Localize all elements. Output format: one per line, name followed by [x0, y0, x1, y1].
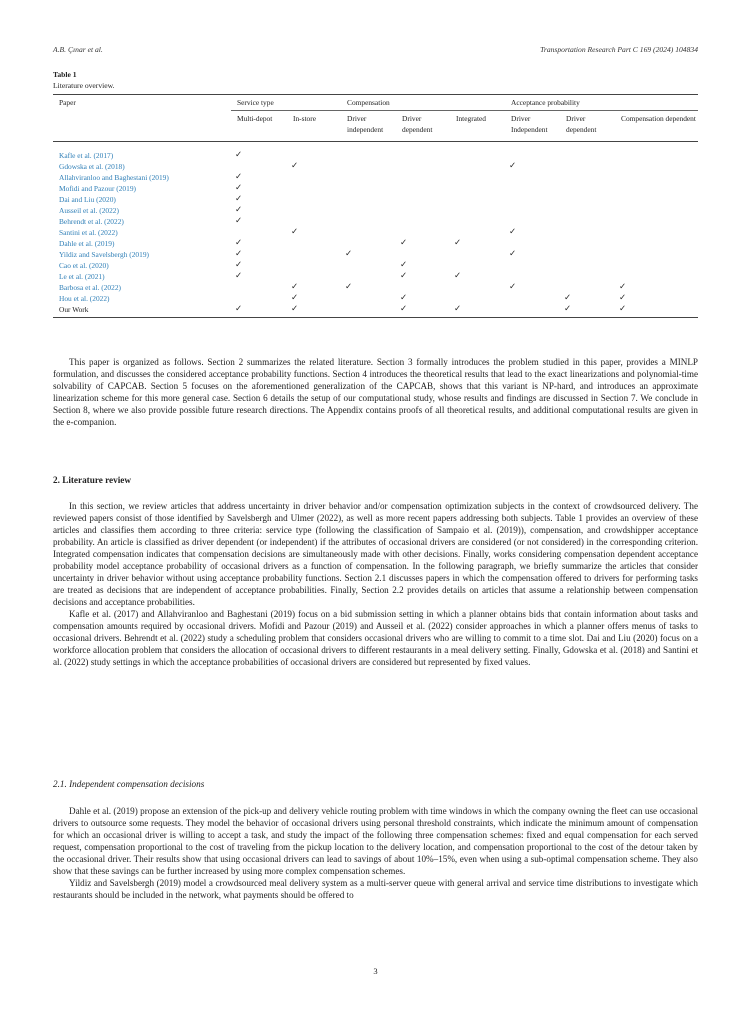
- table-caption: Literature overview.: [53, 81, 115, 90]
- check-mark-cell: ✓: [235, 216, 243, 226]
- check-mark-cell: ✓: [454, 238, 462, 248]
- empty-cell: [450, 194, 505, 205]
- check-mark-cell: ✓: [509, 161, 517, 171]
- empty-cell: [287, 205, 341, 216]
- empty-cell: [505, 205, 560, 216]
- page-number: 3: [373, 966, 378, 976]
- empty-cell: [450, 260, 505, 271]
- empty-cell: [505, 293, 560, 304]
- empty-cell: [341, 205, 396, 216]
- table-row: [53, 304, 698, 318]
- empty-cell: [560, 183, 615, 194]
- empty-cell: [560, 249, 615, 260]
- empty-cell: [231, 161, 287, 172]
- paper-cell: Barbosa et al. (2022): [59, 283, 121, 292]
- header-paper: Paper: [53, 95, 231, 111]
- empty-cell: [396, 172, 450, 183]
- empty-cell: [450, 293, 505, 304]
- empty-cell: [560, 271, 615, 282]
- empty-cell: [396, 161, 450, 172]
- check-mark-cell: ✓: [235, 238, 243, 248]
- section-2-1-body: [53, 805, 698, 901]
- table-row: [53, 238, 698, 249]
- empty-cell: [505, 216, 560, 227]
- empty-cell: [615, 238, 698, 249]
- empty-cell: [287, 194, 341, 205]
- empty-cell: [450, 183, 505, 194]
- empty-cell: [341, 304, 396, 318]
- check-mark-cell: ✓: [231, 304, 287, 318]
- empty-cell: [287, 238, 341, 249]
- check-mark-cell: ✓: [291, 227, 299, 237]
- running-header-right: Transportation Research Part C 169 (2024) 104834: [540, 45, 698, 54]
- check-mark-cell: ✓: [291, 282, 299, 292]
- empty-cell: [396, 142, 450, 162]
- check-mark-cell: ✓: [235, 172, 243, 182]
- table-row: [53, 142, 698, 162]
- paper-cell: Kafle et al. (2017): [59, 151, 114, 160]
- empty-cell: [287, 216, 341, 227]
- empty-cell: [341, 238, 396, 249]
- check-mark-cell: ✓: [509, 227, 517, 237]
- header-compensation: Compensation: [341, 95, 505, 111]
- paper-cell: Behrendt et al. (2022): [59, 217, 124, 226]
- empty-cell: [396, 194, 450, 205]
- subheader-multi-depot: Multi-depot: [231, 111, 287, 142]
- empty-cell: [615, 205, 698, 216]
- check-mark-cell: ✓: [235, 271, 243, 281]
- table-row: [53, 293, 698, 304]
- empty-cell: [287, 249, 341, 260]
- check-mark-cell: ✓: [619, 293, 627, 303]
- paper-cell: Dai and Liu (2020): [59, 195, 116, 204]
- empty-cell: [450, 282, 505, 293]
- intro-paragraph-block: [53, 356, 698, 428]
- table-row: [53, 172, 698, 183]
- empty-cell: [287, 183, 341, 194]
- empty-cell: [450, 205, 505, 216]
- empty-cell: [615, 260, 698, 271]
- empty-cell: [615, 161, 698, 172]
- empty-cell: [560, 282, 615, 293]
- empty-cell: [615, 249, 698, 260]
- empty-cell: [560, 142, 615, 162]
- empty-cell: [505, 260, 560, 271]
- empty-cell: [560, 238, 615, 249]
- check-mark-cell: ✓: [509, 249, 517, 259]
- section-2-paragraph-2: Kafle et al. (2017) and Allahviranloo and Baghestani (2019) focus on a bid submission setting in which a planner obtains bids that contain information about tasks and compensation amounts required by occasional drivers. Mofidi and Pazour (2019) and Ausseil et al. (2022) consider approaches in which a planner offers menus of tasks to occasional drivers. Behrendt et al. (2022) study a scheduling problem that considers occasional drivers who are willing to commit to a time slot. Dai and Liu (2020) focus on a workforce allocation problem that considers the allocation of occasional drivers to different restaurants in a meal delivery setting. Finally, Gdowska et al. (2018) and Santini et al. (2022) study settings in which the acceptance probabilities of occasional drivers are considered but represented by fixed values.: [53, 609, 698, 667]
- check-mark-cell: ✓: [509, 282, 517, 292]
- paper-cell: Ausseil et al. (2022): [59, 206, 119, 215]
- empty-cell: [396, 227, 450, 238]
- table-row: [53, 249, 698, 260]
- table-row: [53, 161, 698, 172]
- check-mark-cell: ✓: [291, 293, 299, 303]
- empty-cell: [341, 183, 396, 194]
- paper-cell: Dahle et al. (2019): [59, 239, 115, 248]
- check-mark-cell: ✓: [235, 260, 243, 270]
- check-mark-cell: ✓: [454, 271, 462, 281]
- intro-paragraph: This paper is organized as follows. Section 2 summarizes the related literature. Section 3 formally introduces the problem studied in this paper, provides a MINLP formulation, and discusses the considered acceptance probability functions. Section 4 introduces the theoretical results that lead to the exact linearizations and polynomial-time solvability of CAPCAB. Section 5 focuses on the aforementioned generalization of the CAPCAB, shows that this variant is NP-hard, and introduces an approximate linearization scheme for this more general case. Section 6 details the setup of our computational study, whose results and findings are discussed in Section 7. We conclude in Section 8, where we also provide possible future research directions. The Appendix contains proofs of all theoretical results, and additional computational results are given in the e-companion.: [53, 357, 698, 427]
- empty-cell: [560, 227, 615, 238]
- check-mark-cell: ✓: [235, 249, 243, 259]
- table-row: [53, 282, 698, 293]
- table-row: [53, 260, 698, 271]
- paper-cell: Gdowska et al. (2018): [59, 162, 125, 171]
- empty-cell: [396, 216, 450, 227]
- paper-cell: Santini et al. (2022): [59, 228, 118, 237]
- paper-cell: Cao et al. (2020): [59, 261, 109, 270]
- empty-cell: [287, 260, 341, 271]
- empty-cell: [341, 260, 396, 271]
- empty-cell: [450, 216, 505, 227]
- empty-cell: [615, 142, 698, 162]
- empty-cell: [615, 216, 698, 227]
- empty-cell: [341, 172, 396, 183]
- check-mark-cell: ✓: [291, 161, 299, 171]
- empty-cell: [450, 172, 505, 183]
- table-row: [53, 216, 698, 227]
- paper-cell: Our Work: [53, 304, 231, 318]
- check-mark-cell: ✓: [345, 249, 353, 259]
- check-mark-cell: ✓: [235, 150, 243, 160]
- empty-cell: [341, 271, 396, 282]
- subheader-acc-driver-independent: Driver Independent: [505, 111, 560, 142]
- empty-cell: [560, 161, 615, 172]
- check-mark-cell: ✓: [400, 238, 408, 248]
- empty-cell: [396, 183, 450, 194]
- empty-cell: [396, 249, 450, 260]
- empty-cell: [615, 271, 698, 282]
- empty-cell: [396, 282, 450, 293]
- section-2-heading: 2. Literature review: [53, 475, 131, 485]
- check-mark-cell: ✓: [235, 205, 243, 215]
- empty-cell: [615, 194, 698, 205]
- empty-cell: [231, 282, 287, 293]
- empty-cell: [287, 172, 341, 183]
- paper-cell: Le et al. (2021): [59, 272, 105, 281]
- subheader-driver-independent: Driver independent: [341, 111, 396, 142]
- empty-cell: [505, 238, 560, 249]
- subheader-integrated: Integrated: [450, 111, 505, 142]
- section-2-paragraph-1: In this section, we review articles that address uncertainty in driver behavior and/or compensation optimization subjects in the context of crowdsourced delivery. The reviewed papers consist of those identified by Savelsbergh and Ulmer (2022), as well as more recent papers addressing both subjects. Table 1 provides an overview of these articles and classifies them according to three criteria: service type (following the classification of Sampaio et al. (2019)), compensation, and crowdshipper acceptance probability. An article is classified as driver dependent (or independent) if the attributes of occasional drivers are considered (or not considered) in the corresponding criterion. Integrated compensation indicates that compensation decisions are simultaneously made with other decisions. Finally, works considering compensation dependent acceptance probability model acceptance probability of occasional drivers as a function of compensation. In the following paragraph, we briefly summarize the articles that consider uncertainty in driver behavior without using acceptance probability functions. Section 2.1 discusses papers in which the compensation offered to drivers for performing tasks are treated as decisions that are independent of acceptance probabilities. Finally, Section 2.2 provides details on articles that assume a relationship between compensation decisions and acceptance probabilities.: [53, 501, 698, 607]
- table-row: [53, 205, 698, 216]
- check-mark-cell: ✓: [450, 304, 505, 318]
- empty-cell: [505, 271, 560, 282]
- table-row: [53, 271, 698, 282]
- check-mark-cell: ✓: [235, 194, 243, 204]
- check-mark-cell: ✓: [400, 293, 408, 303]
- subheader-compensation-dependent: Compensation dependent: [615, 111, 698, 142]
- empty-cell: [341, 227, 396, 238]
- table-row: [53, 194, 698, 205]
- section-2-1-heading: 2.1. Independent compensation decisions: [53, 779, 205, 789]
- literature-table: [53, 94, 698, 318]
- empty-cell: [231, 293, 287, 304]
- empty-cell: [450, 227, 505, 238]
- check-mark-cell: ✓: [235, 183, 243, 193]
- check-mark-cell: ✓: [345, 282, 353, 292]
- empty-cell: [341, 142, 396, 162]
- empty-cell: [450, 142, 505, 162]
- empty-cell: [287, 142, 341, 162]
- empty-cell: [505, 194, 560, 205]
- check-mark-cell: ✓: [564, 293, 572, 303]
- empty-cell: [341, 293, 396, 304]
- section-2-body: [53, 500, 698, 668]
- paper-cell: Mofidi and Pazour (2019): [59, 184, 136, 193]
- table-row: [53, 183, 698, 194]
- check-mark-cell: ✓: [287, 304, 341, 318]
- empty-cell: [341, 161, 396, 172]
- header-acceptance-probability: Acceptance probability: [505, 95, 698, 111]
- table-row: [53, 227, 698, 238]
- check-mark-cell: ✓: [400, 260, 408, 270]
- check-mark-cell: ✓: [615, 304, 698, 318]
- empty-cell: [450, 161, 505, 172]
- paper-cell: Hou et al. (2022): [59, 294, 110, 303]
- empty-cell: [450, 249, 505, 260]
- paper-cell: Yildiz and Savelsbergh (2019): [59, 250, 149, 259]
- empty-cell: [560, 172, 615, 183]
- empty-cell: [615, 183, 698, 194]
- empty-cell: [396, 205, 450, 216]
- empty-cell: [505, 183, 560, 194]
- empty-cell: [341, 216, 396, 227]
- check-mark-cell: ✓: [560, 304, 615, 318]
- empty-cell: [560, 205, 615, 216]
- running-header-left: A.B. Çınar et al.: [53, 45, 103, 54]
- check-mark-cell: ✓: [619, 282, 627, 292]
- subheader-acc-driver-dependent: Driver dependent: [560, 111, 615, 142]
- paper-cell: Allahviranloo and Baghestani (2019): [59, 173, 169, 182]
- empty-cell: [287, 271, 341, 282]
- empty-cell: [560, 194, 615, 205]
- empty-cell: [615, 172, 698, 183]
- empty-cell: [615, 227, 698, 238]
- empty-cell: [505, 304, 560, 318]
- section-2-1-paragraph-2: Yildiz and Savelsbergh (2019) model a crowdsourced meal delivery system as a multi-server queue with general arrival and service time distributions to investigate which restaurants should be included in the network, what payments should be offered to: [53, 878, 698, 900]
- empty-cell: [505, 142, 560, 162]
- empty-cell: [505, 172, 560, 183]
- empty-cell: [560, 260, 615, 271]
- section-2-1-paragraph-1: Dahle et al. (2019) propose an extension of the pick-up and delivery vehicle routing problem with time windows in which the company owning the fleet can use occasional drivers to outsource some requests. They model the behavior of occasional drivers using personal threshold constraints, which indicate the minimum amount of compensation for which an occasional driver is willing to accept a task, and study the impact of the following three compensation schemes: fixed and equal compensation for each served request, compensation proportional to the cost of traveling from the pickup location to the delivery location, and compensation proportional to the cost of the detour taken by the occasional driver. Their results show that using occasional drivers can lead to savings of about 10%–15%, even when using a sub-optimal compensation scheme. They also show that these savings can be further increased by using more complex compensation schemes.: [53, 806, 698, 876]
- subheader-in-store: In-store: [287, 111, 341, 142]
- empty-cell: [341, 194, 396, 205]
- check-mark-cell: ✓: [400, 271, 408, 281]
- check-mark-cell: ✓: [396, 304, 450, 318]
- empty-cell: [231, 227, 287, 238]
- subheader-driver-dependent: Driver dependent: [396, 111, 450, 142]
- header-service-type: Service type: [231, 95, 341, 111]
- empty-cell: [560, 216, 615, 227]
- table-label: Table 1: [53, 70, 77, 79]
